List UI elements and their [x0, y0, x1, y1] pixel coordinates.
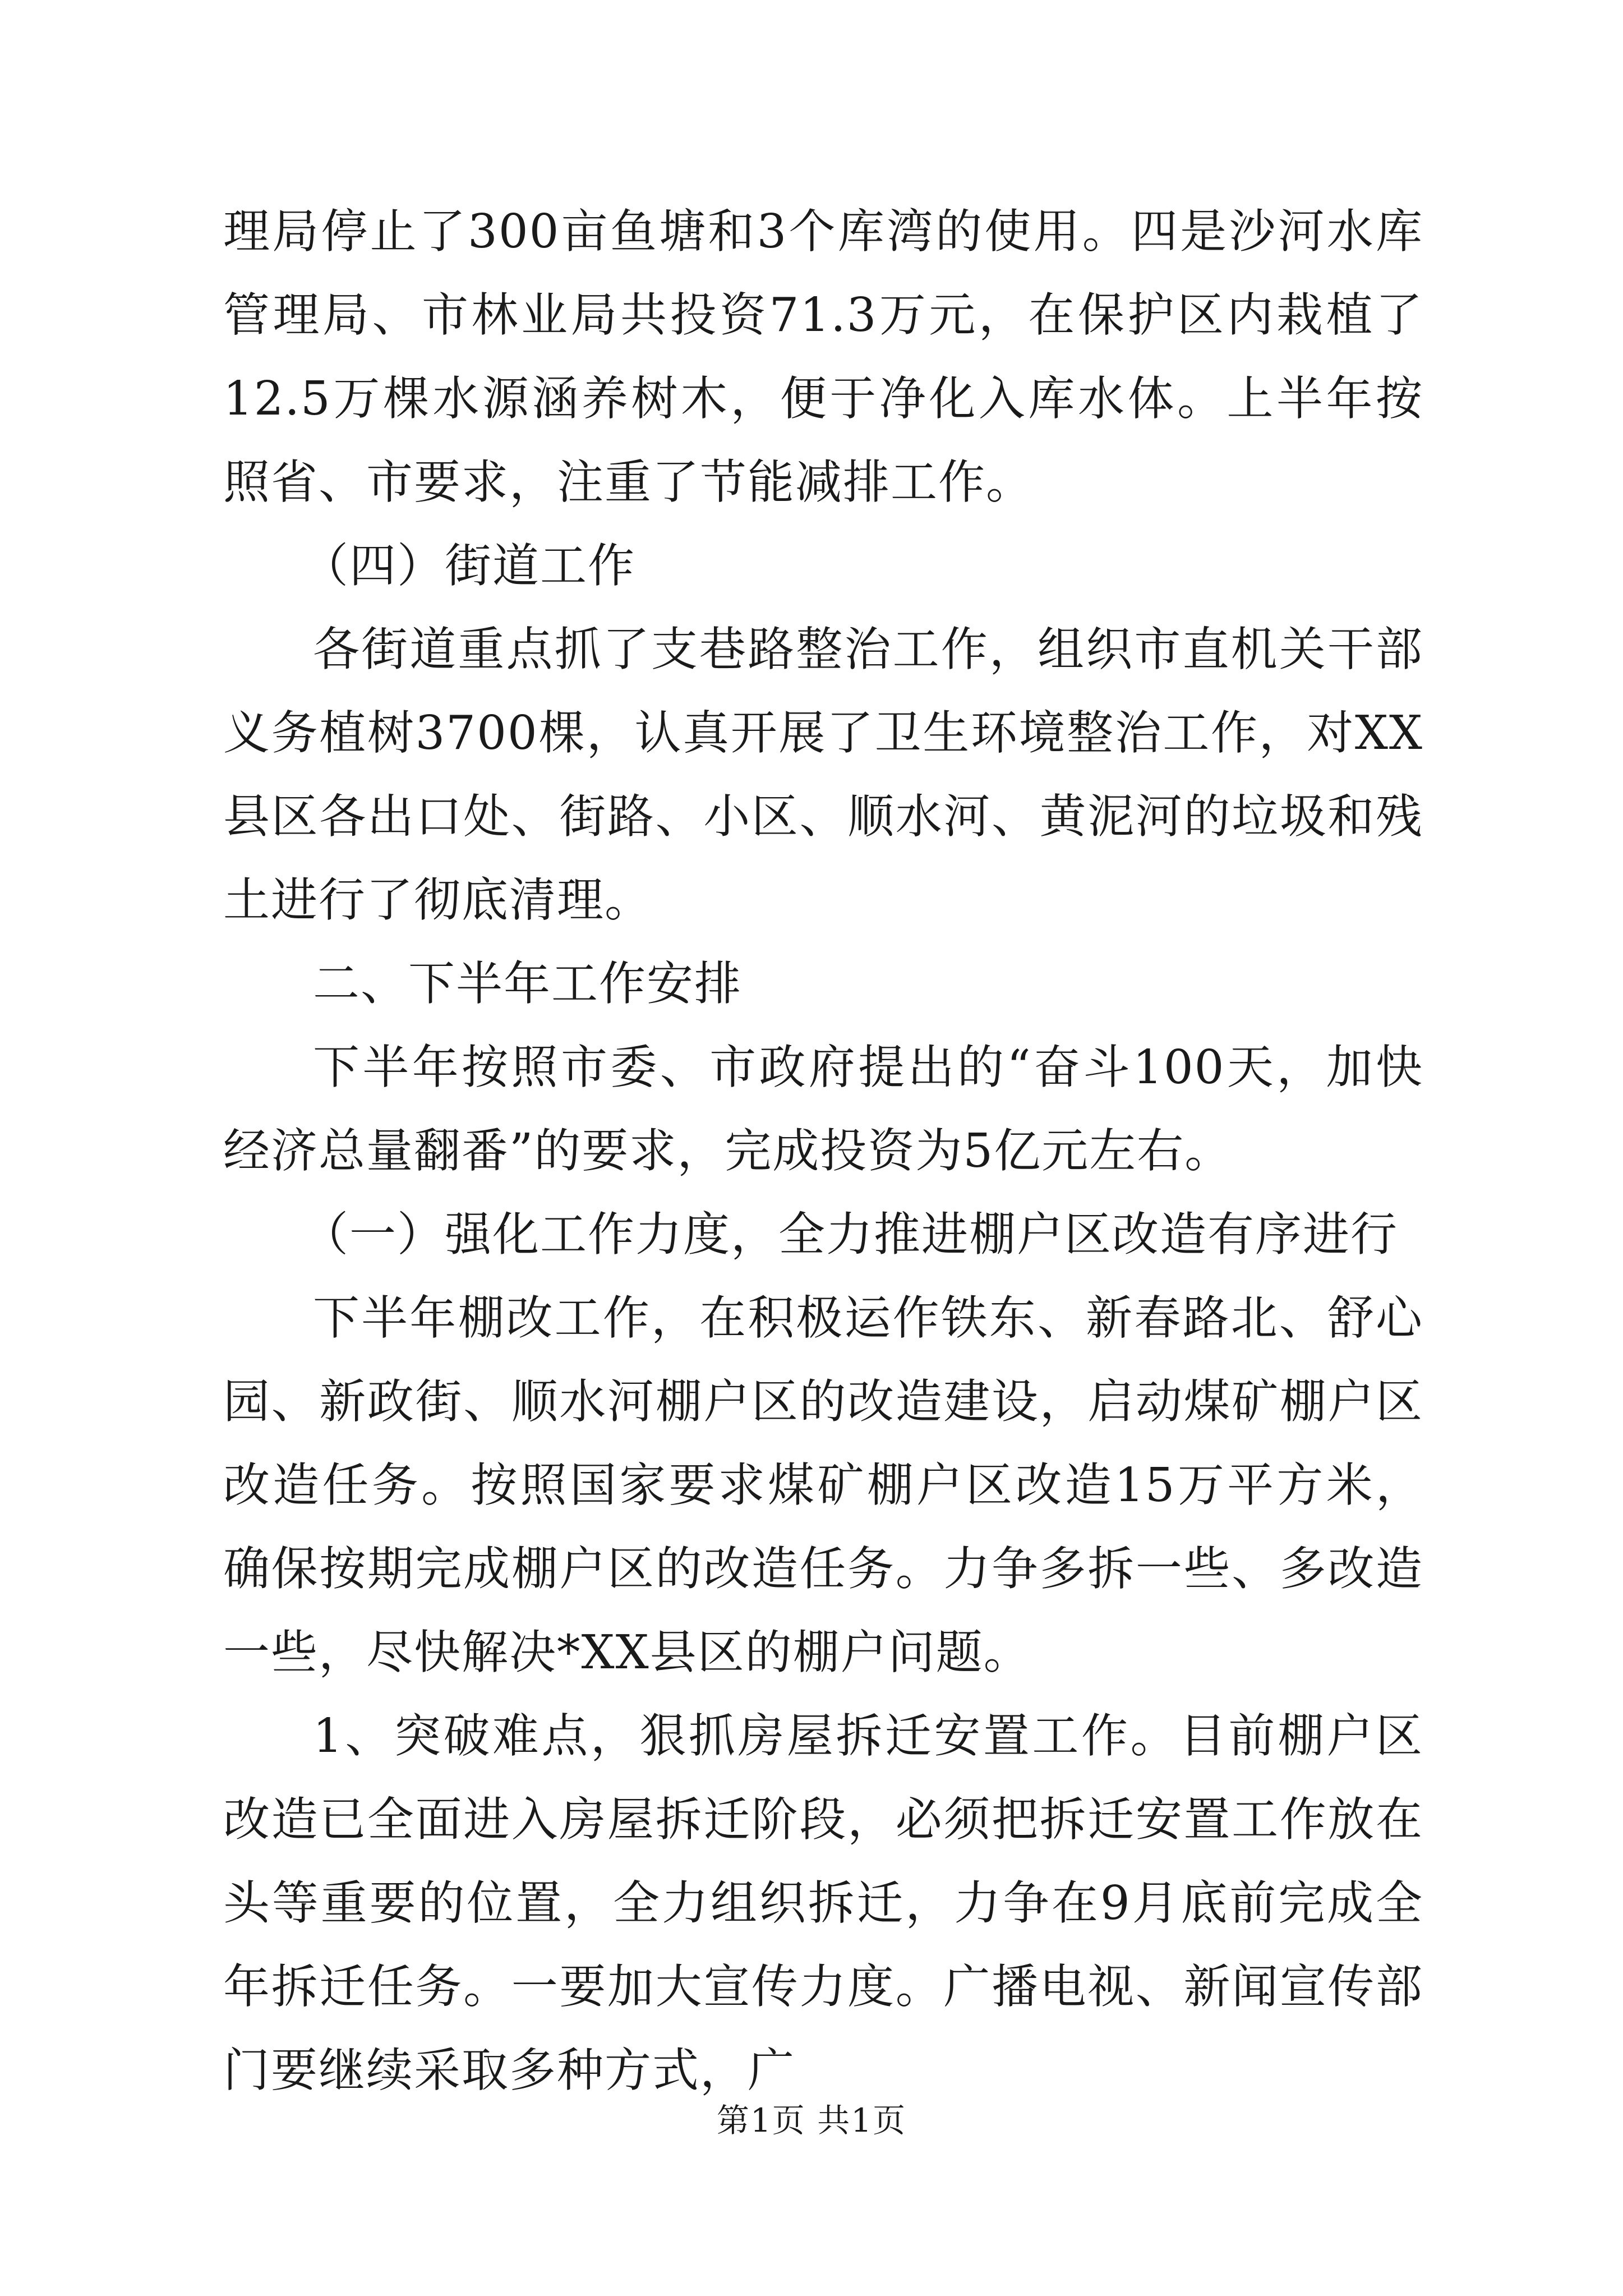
paragraph-second-half-intro: 下半年按照市委、市政府提出的“奋斗100天，加快经济总量翻番”的要求，完成投资为5亿元左右。 [223, 1040, 1423, 1178]
paragraph-demolition-work: 1、突破难点，狠抓房屋拆迁安置工作。目前棚户区改造已全面进入房屋拆迁阶段，必须把拆迁安置工作放在头等重要的位置，全力组织拆迁，力争在9月底前完成全年拆迁任务。一要加大宣传力度。广播电视、新闻宣传部门要继续采取多种方式，广 [223, 1709, 1423, 2097]
section-heading-second-half-plan: 二、下半年工作安排 [313, 956, 742, 1011]
paragraph-street-work: 各街道重点抓了支巷路整治工作，组织市直机关干部义务植树3700棵，认真开展了卫生环境整治工作，对XX县区各出口处、街路、小区、顺水河、黄泥河的垃圾和残土进行了彻底清理。 [223, 622, 1423, 927]
document-body [223, 190, 1423, 2112]
page-footer: 第1页 共1页 [716, 2101, 907, 2139]
section-heading-shantytown-renovation: （一）强化工作力度，全力推进棚户区改造有序进行 [302, 1207, 1398, 1262]
section-heading-street-work: （四）街道工作 [302, 539, 635, 593]
paragraph-shantytown-renovation: 下半年棚改工作，在积极运作铁东、新春路北、舒心园、新政街、顺水河棚户区的改造建设，启动煤矿棚户区改造任务。按照国家要求煤矿棚户区改造15万平方米，确保按期完成棚户区的改造任务。力争多拆一些、多改造一些，尽快解决*XX县区的棚户问题。 [223, 1291, 1423, 1680]
paragraph-continuation: 理局停止了300亩鱼塘和3个库湾的使用。四是沙河水库管理局、市林业局共投资71.3万元，在保护区内栽植了12.5万棵水源涵养树木，便于净化入库水体。上半年按照省、市要求，注重了节能减排工作。 [223, 204, 1423, 509]
